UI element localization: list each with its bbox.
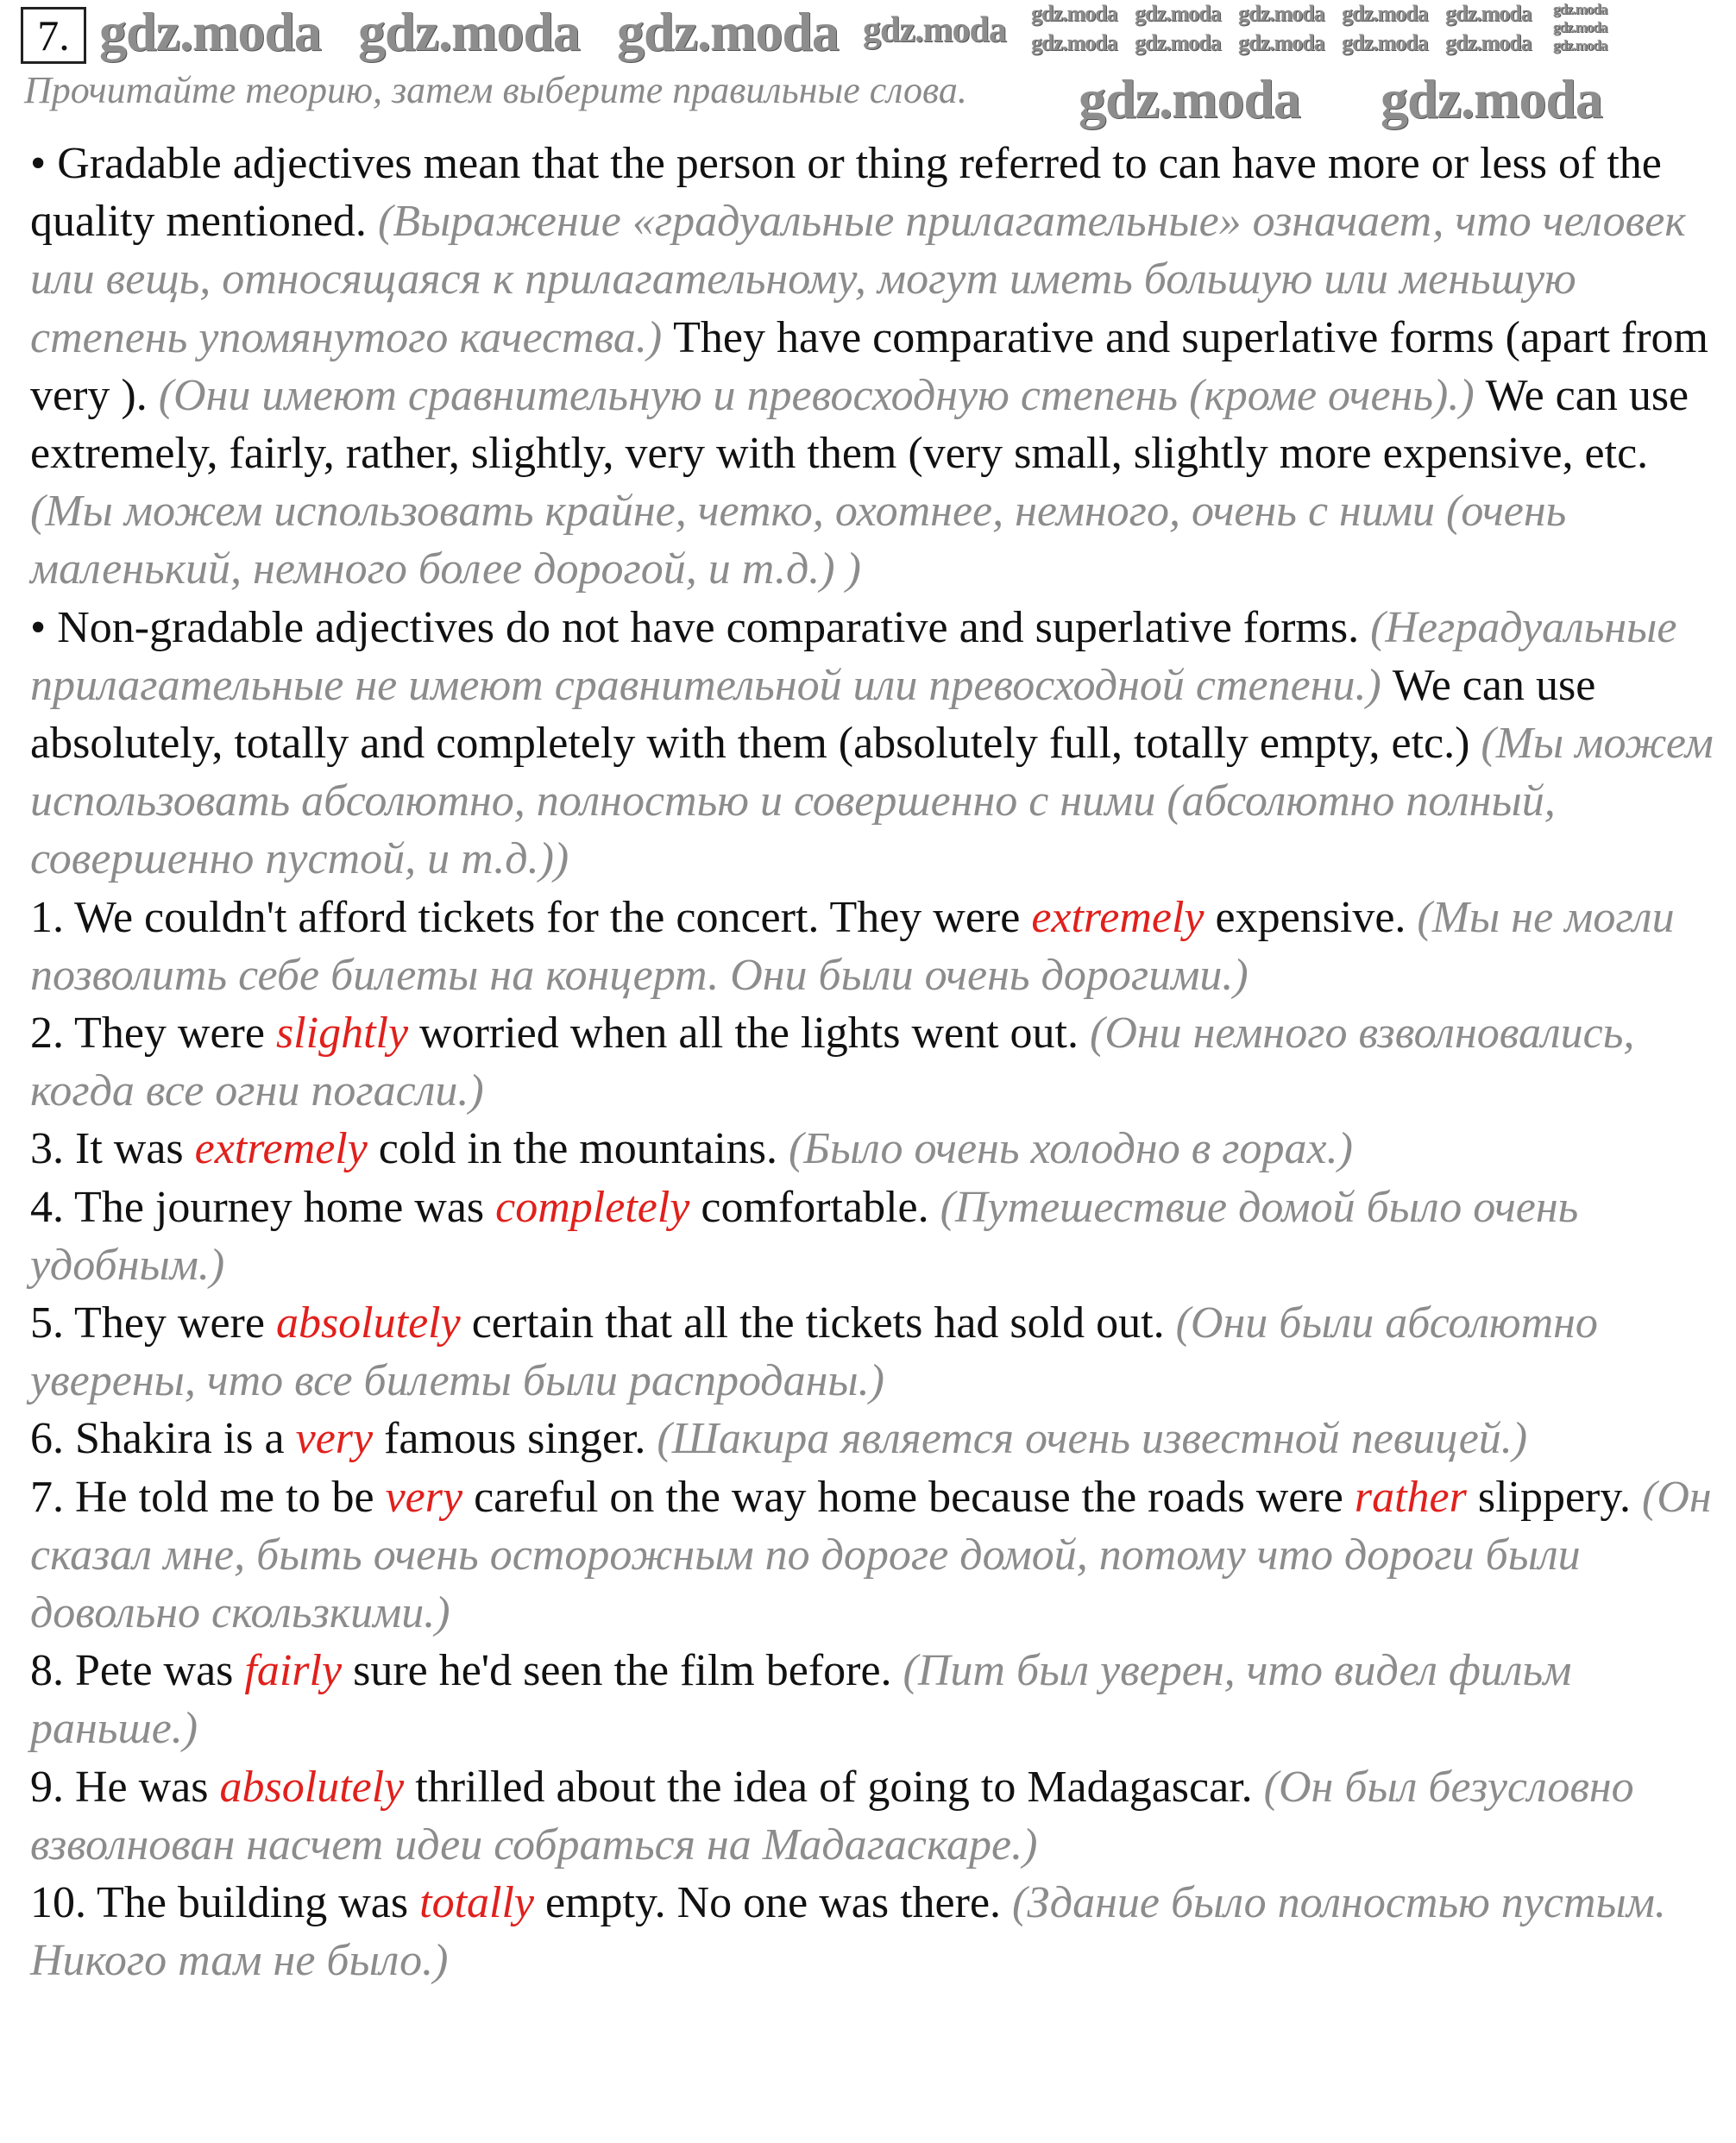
english-text: 9. He was bbox=[30, 1762, 220, 1812]
russian-translation: (Они были абсолютно уверены, что все билеты были распроданы.) bbox=[30, 1298, 1598, 1406]
exercise-item bbox=[30, 1178, 1726, 1294]
english-text: 1. We couldn't afford tickets for the concert. They were bbox=[30, 892, 1032, 942]
russian-translation: (Мы можем использовать абсолютно, полностью и совершенно с ними (абсолютно полный, совершенно пустой, и т.д.)) bbox=[30, 719, 1714, 884]
theory-section bbox=[30, 135, 1726, 889]
english-text: 2. They were bbox=[30, 1009, 276, 1059]
russian-translation: (Путешествие домой было очень удобным.) bbox=[30, 1182, 1579, 1290]
russian-translation: (Он сказал мне, быть очень осторожным по дороге домой, потому что дороги были довольно скользкими.) bbox=[30, 1472, 1712, 1638]
english-text: We can use extremely, fairly, rather, slightly, very with them (very small, slightly more expensive, etc. bbox=[30, 370, 1689, 479]
russian-translation: (Пит был уверен, что видел фильм раньше.) bbox=[30, 1646, 1572, 1754]
russian-translation: (Мы можем использовать крайне, четко, охотнее, немного, очень с ними (очень маленький, немного более дорогой, и т.д.) ) bbox=[30, 487, 1567, 594]
english-text: 3. It was bbox=[30, 1124, 195, 1174]
english-text: certain that all the tickets had sold out. bbox=[460, 1298, 1176, 1348]
answer-word: totally bbox=[419, 1878, 534, 1928]
watermark: gdz.moda bbox=[1445, 30, 1532, 55]
answer-word: extremely bbox=[1031, 892, 1205, 942]
watermark: gdz.moda bbox=[1079, 68, 1300, 129]
watermark: gdz.moda bbox=[1135, 30, 1221, 55]
english-text: sure he'd seen the film before. bbox=[342, 1646, 903, 1696]
watermark: gdz.moda bbox=[1553, 19, 1607, 35]
answer-word: very bbox=[295, 1414, 374, 1464]
theory-paragraph bbox=[30, 135, 1726, 599]
english-text: 8. Pete was bbox=[30, 1646, 245, 1696]
watermark: gdz.moda bbox=[1553, 1, 1607, 17]
english-text: careful on the way home because the roads were bbox=[462, 1472, 1355, 1522]
theory-paragraph bbox=[30, 599, 1726, 889]
russian-translation: (Он был безусловно взволнован насчет идеи собраться на Мадагаскаре.) bbox=[30, 1762, 1634, 1870]
exercise-item bbox=[30, 1642, 1726, 1757]
watermark: gdz.moda bbox=[1342, 1, 1428, 26]
exercise-item bbox=[30, 1004, 1726, 1120]
answers-list bbox=[30, 889, 1726, 1990]
english-text: 5. They were bbox=[30, 1298, 276, 1348]
watermark: gdz.moda bbox=[1031, 30, 1117, 55]
russian-translation: (Было очень холодно в горах.) bbox=[788, 1124, 1353, 1174]
russian-translation: (Мы не могли позволить себе билеты на концерт. Они были очень дорогими.) bbox=[30, 892, 1675, 1000]
exercise-item bbox=[30, 889, 1726, 1004]
english-text: thrilled about the idea of going to Madagascar. bbox=[404, 1762, 1264, 1812]
watermark: gdz.moda bbox=[1553, 37, 1607, 53]
exercise-item bbox=[30, 1120, 1726, 1178]
english-text: • Non-gradable adjectives do not have comparative and superlative forms. bbox=[30, 602, 1371, 652]
watermark: gdz.moda bbox=[1445, 1, 1532, 26]
watermark: gdz.moda bbox=[1238, 30, 1324, 55]
answer-word: completely bbox=[495, 1182, 690, 1232]
answer-word: very bbox=[385, 1472, 463, 1522]
english-text: comfortable. bbox=[689, 1182, 940, 1232]
watermark: gdz.moda bbox=[1238, 1, 1324, 26]
answer-word: absolutely bbox=[275, 1298, 461, 1348]
english-text: famous singer. bbox=[373, 1414, 657, 1464]
english-text: 6. Shakira is a bbox=[30, 1414, 296, 1464]
exercise-item bbox=[30, 1758, 1726, 1874]
watermark: gdz.moda bbox=[1381, 68, 1602, 129]
answer-word: fairly bbox=[244, 1646, 343, 1696]
exercise-item bbox=[30, 1874, 1726, 1989]
english-text: empty. No one was there. bbox=[534, 1878, 1013, 1928]
answer-word: rather bbox=[1354, 1472, 1467, 1522]
russian-translation: (Они имеют сравнительную и превосходную степень (кроме очень).) bbox=[158, 370, 1486, 420]
russian-translation: (Они немного взволновались, когда все огни погасли.) bbox=[30, 1009, 1635, 1116]
english-text: • Gradable adjectives mean that the person or thing referred to can have more or less of the quality mentioned. bbox=[30, 139, 1662, 247]
exercise-body bbox=[30, 135, 1726, 1990]
watermark: gdz.moda bbox=[617, 1, 839, 62]
watermark: gdz.moda bbox=[1135, 1, 1221, 26]
answer-word: extremely bbox=[194, 1124, 368, 1174]
answer-word: slightly bbox=[275, 1009, 409, 1059]
english-text: They have comparative and superlative forms (apart from very ). bbox=[30, 312, 1708, 420]
english-text: worried when all the lights went out. bbox=[408, 1009, 1090, 1059]
english-text: slippery. bbox=[1466, 1472, 1642, 1522]
watermark: gdz.moda bbox=[358, 1, 580, 62]
answer-word: absolutely bbox=[219, 1762, 405, 1812]
exercise-item bbox=[30, 1410, 1726, 1467]
russian-translation: (Шакира является очень известной певицей.) bbox=[657, 1414, 1528, 1464]
english-text: expensive. bbox=[1204, 892, 1418, 942]
russian-translation: (Неградуальные прилагательные не имеют сравнительной или превосходной степени.) bbox=[30, 602, 1677, 710]
watermark: gdz.moda bbox=[863, 10, 1006, 50]
russian-translation: (Выражение «градуальные прилагательные» означает, что человек или вещь, относящаяся к прилагательному, могут иметь большую или меньшую степень упомянутого качества.) bbox=[30, 197, 1686, 362]
english-text: 4. The journey home was bbox=[30, 1182, 496, 1232]
russian-translation: (Здание было полностью пустым. Никого там не было.) bbox=[30, 1878, 1666, 1986]
watermark: gdz.moda bbox=[1031, 1, 1117, 26]
english-text: 7. He told me to be bbox=[30, 1472, 386, 1522]
instruction: Прочитайте теорию, затем выберите правильные слова. bbox=[24, 69, 967, 111]
english-text: cold in the mountains. bbox=[367, 1124, 789, 1174]
english-text: We can use absolutely, totally and completely with them (absolutely full, totally empty, etc.) bbox=[30, 660, 1596, 769]
watermark: gdz.moda bbox=[99, 1, 321, 62]
exercise-item bbox=[30, 1468, 1726, 1643]
english-text: 10. The building was bbox=[30, 1878, 420, 1928]
exercise-number: 7. bbox=[21, 7, 86, 64]
exercise-item bbox=[30, 1294, 1726, 1410]
watermark: gdz.moda bbox=[1342, 30, 1428, 55]
